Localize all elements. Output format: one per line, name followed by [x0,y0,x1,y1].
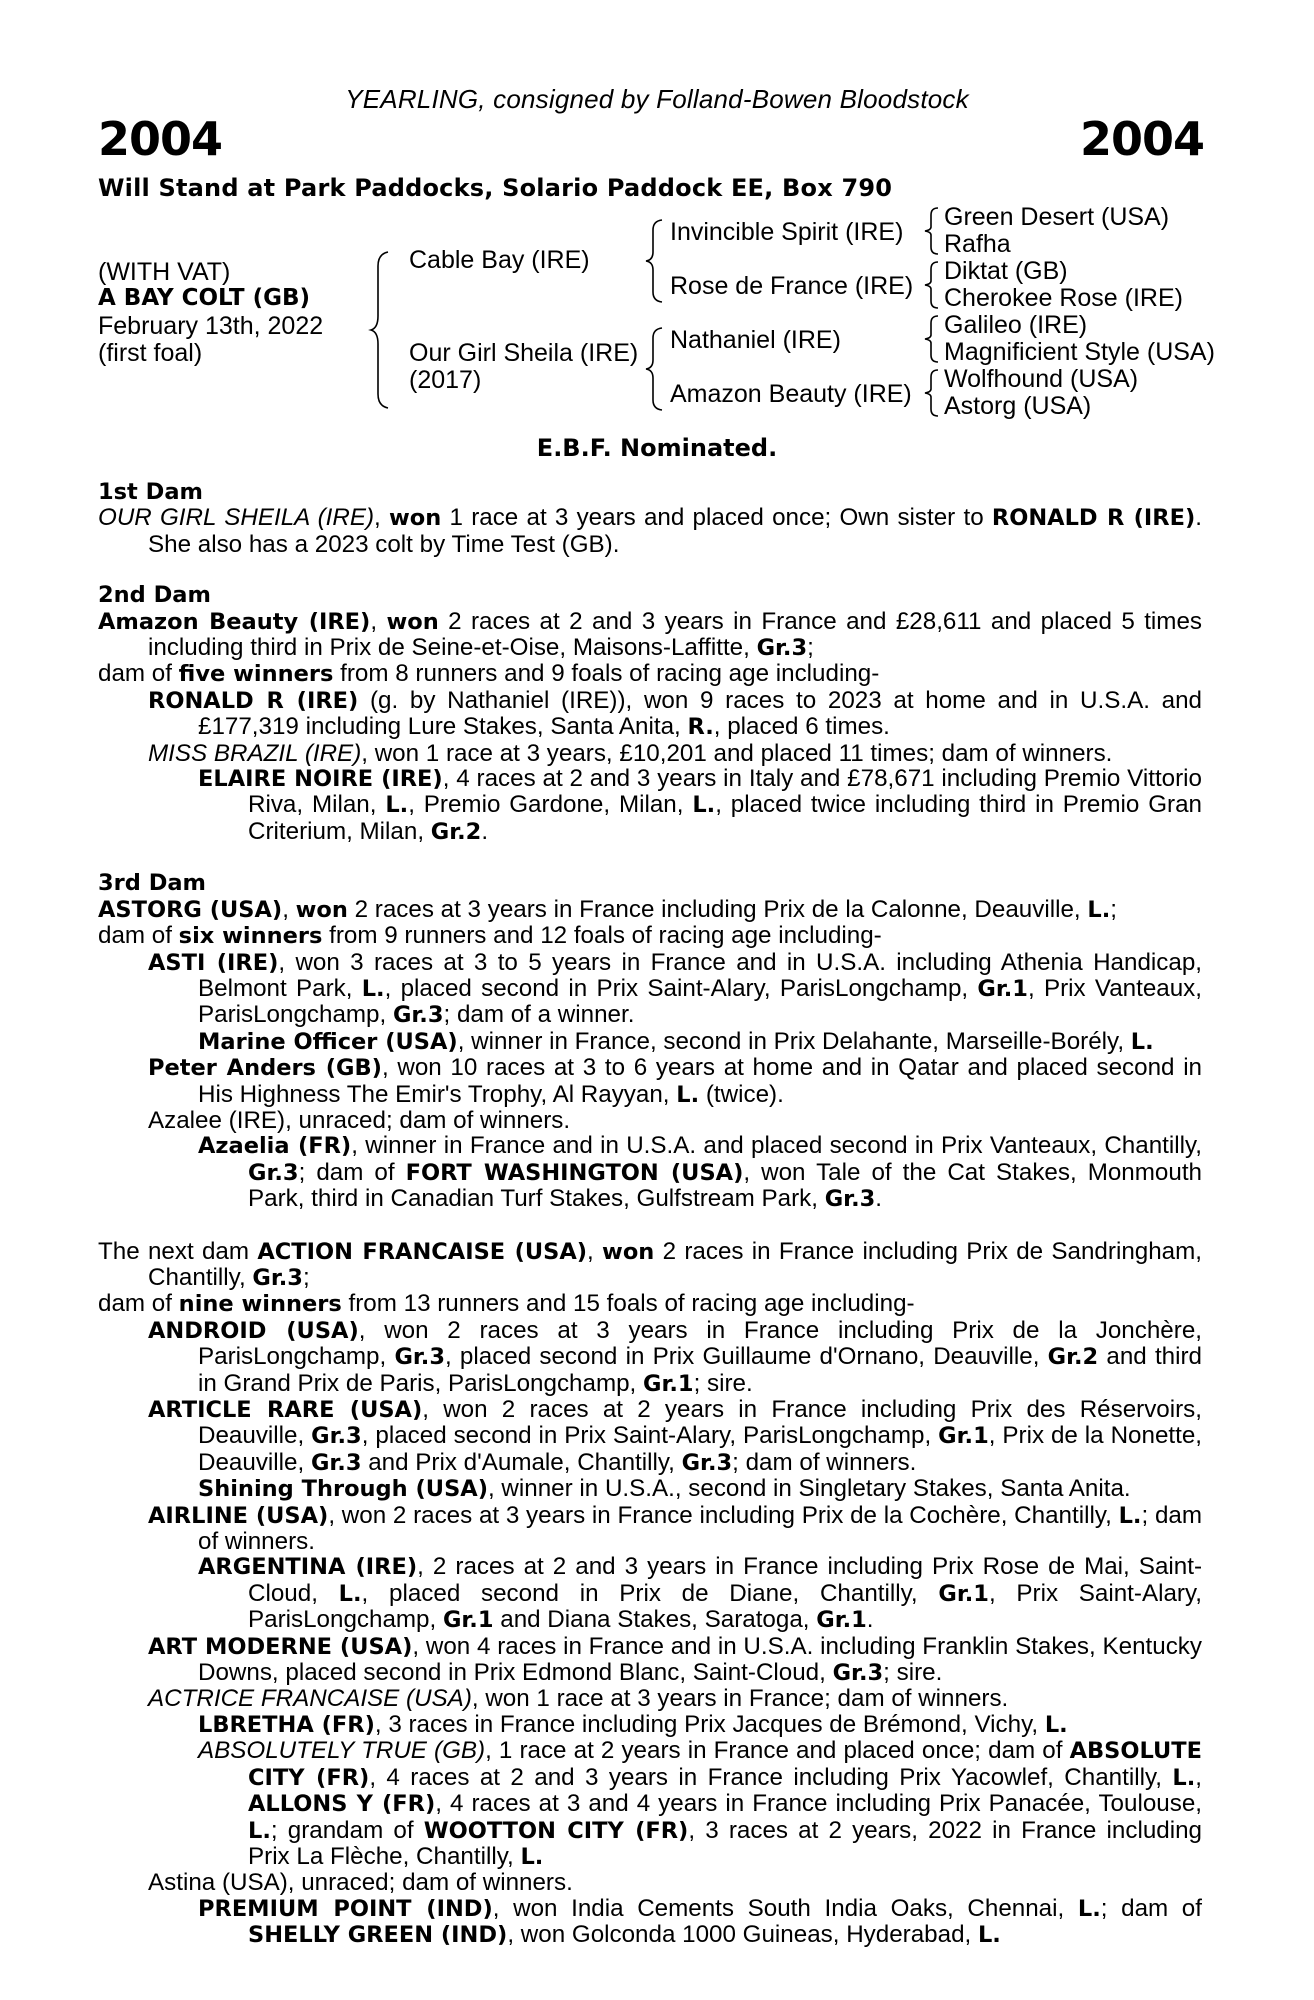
pedigree-paragraph [148,1503,1202,1555]
plain-text: dam of [98,1290,179,1318]
pedigree-brace-g2 [924,260,940,310]
pedigree-paragraph [148,1634,1202,1687]
bold-text: L. [1077,1895,1101,1922]
plain-text: , placed second in Prix Saint-Alary, ParisLongchamp, [361,1422,939,1450]
italic-text: ABSOLUTELY TRUE (GB) [198,1737,486,1765]
bold-text: won [295,896,348,923]
pedigree-paragraph [98,897,1202,923]
pedigree-paragraph [198,1029,1202,1055]
bold-text: RONALD R (IRE) [148,687,359,714]
third-dam-heading: 3rd Dam [98,870,206,897]
plain-text: from 8 runners and 9 foals of racing age including- [333,660,880,688]
pedigree-paragraph [98,1291,1202,1317]
plain-text: ; dam of a winner. [443,1001,635,1029]
bold-text: R. [687,714,714,741]
plain-text: . She also has a 2023 colt by Time Test (GB). [148,504,1202,558]
bold-text: Azaelia (FR) [198,1133,352,1160]
bold-text: Gr.3 [394,1344,445,1371]
plain-text: , won 3 races at 3 to 5 years in France and in U.S.A. including Athenia Handicap, Belmont Park, [198,948,1202,1002]
plain-text: , won 1 race at 3 years, £10,201 and placed 11 times; dam of winners. [361,739,1113,767]
plain-text: and third in Grand Prix de Paris, ParisLongchamp, [198,1343,1202,1397]
bold-text: ABSOLUTE CITY (FR) [248,1738,1202,1791]
bold-text: ASTI (IRE) [148,949,279,976]
plain-text: , 3 races at 2 years, 2022 in France including Prix La Flèche, Chantilly, [248,1816,1203,1870]
plain-text: , [282,895,296,923]
bold-text: won [602,1238,655,1265]
bold-text: Gr.3 [310,1449,362,1476]
plain-text: . [481,817,489,845]
pedigree-paragraph [198,766,1202,845]
plain-text: , [374,504,390,532]
pedigree-paragraph [198,1476,1202,1502]
plain-text: , won 2 races at 3 years in France including Prix de la Jonchère, ParisLongchamp, [198,1316,1202,1371]
bold-text: L. [1044,1711,1068,1738]
sire-name: Cable Bay (IRE) [409,246,590,274]
bold-text: five winners [178,661,334,688]
bold-text: L. [248,1817,271,1844]
italic-text: OUR GIRL SHEILA (IRE) [98,504,375,532]
plain-text: , 1 race at 2 years in France and placed once; dam of [485,1737,1070,1765]
pedigree-brace-dam [644,326,666,412]
bold-text: Gr.1 [977,975,1028,1002]
bold-text: won [386,608,439,635]
plain-text: and Diana Stakes, Saratoga, [493,1606,817,1634]
plain-text: , winner in France, second in Prix Delahante, Marseille-Borély, [457,1027,1131,1055]
plain-text: , Premio Gardone, Milan, [408,791,693,819]
bold-text: Gr.3 [824,1186,876,1213]
bold-text: won [389,505,442,532]
bold-text: Gr.3 [832,1660,884,1687]
plain-text: , 4 races at 3 and 4 years in France including Prix Panacée, Toulouse, [435,1790,1202,1818]
ancestor-astorg: Astorg (USA) [944,392,1092,420]
dam-sire-name: Nathaniel (IRE) [670,326,841,354]
ancestor-magnificient-style: Magnificient Style (USA) [944,338,1215,366]
bold-text: Gr.1 [643,1370,694,1397]
pedigree-brace-g1 [924,206,940,256]
bold-text: PREMIUM POINT (IND) [198,1895,493,1922]
dam-dam-name: Amazon Beauty (IRE) [670,380,912,408]
plain-text: , won Tale of the Cat Stakes, Monmouth Park, third in Canadian Turf Stakes, Gulfstream Park, [248,1158,1202,1213]
bold-text: L. [520,1843,544,1870]
plain-text: 2 races at 3 years in France including Prix de la Calonne, Deauville, [347,895,1088,923]
bold-text: Gr.1 [938,1423,989,1450]
plain-text: 2 races in France including Prix de Sandringham, Chantilly, [148,1237,1202,1291]
plain-text: , 4 races at 2 and 3 years in Italy and £78,671 including Premio Vittorio Riva, Milan, [248,765,1202,819]
plain-text: , won 2 races at 2 years in France including Prix des Réservoirs, Deauville, [198,1396,1202,1450]
plain-text: , Prix Saint-Alary, ParisLongchamp, [248,1579,1202,1634]
first-dam-paragraphs [98,505,1202,557]
plain-text: ; dam of [1100,1894,1202,1922]
bold-text: L. [1130,1028,1154,1055]
plain-text: , won India Cements South India Oaks, Chennai, [492,1894,1078,1922]
plain-text: ; sire. [693,1369,753,1397]
pedigree-paragraph [198,1738,1202,1870]
pedigree-paragraph [98,923,1202,949]
bold-text: Gr.3 [311,1423,362,1450]
second-dam-paragraphs [98,609,1202,846]
bold-text: L. [338,1580,362,1607]
pedigree-paragraph [148,1870,1202,1895]
plain-text: , Prix de la Nonette, Deauville, [198,1422,1203,1476]
plain-text: Astina (USA), unraced; dam of winners. [148,1869,573,1897]
plain-text: from 13 runners and 15 foals of racing age including- [341,1290,915,1318]
plain-text: , 3 races in France including Prix Jacques de Brémond, Vichy, [374,1710,1045,1738]
pedigree-paragraph [148,741,1202,766]
stabling-location: Will Stand at Park Paddocks, Solario Paddock EE, Box 790 [98,174,893,202]
plain-text: (g. by Nathaniel (IRE)), won 9 races to 2023 at home and in U.S.A. and £177,319 including Lure Stakes, Santa Anita, [198,686,1202,741]
bold-text: ACTION FRANCAISE (USA) [257,1238,588,1265]
bold-text: ANDROID (USA) [148,1317,359,1344]
bold-text: ARTICLE RARE (USA) [148,1397,423,1423]
bold-text: L. [1172,1764,1196,1791]
plain-text: 1 race at 3 years and placed once; Own sister to [441,504,992,532]
ancestor-wolfhound: Wolfhound (USA) [944,365,1139,393]
third-dam-paragraphs [98,897,1202,1213]
plain-text: , [1195,1763,1202,1791]
dam-name: Our Girl Sheila (IRE) [409,339,639,367]
ancestor-galileo: Galileo (IRE) [944,311,1088,339]
plain-text: ; dam of [298,1158,406,1186]
bold-text: Gr.1 [938,1580,989,1607]
pedigree-paragraph [148,1397,1202,1476]
foal-note: (first foal) [98,339,203,367]
ancestor-cherokee-rose: Cherokee Rose (IRE) [944,284,1183,312]
bold-text: ALLONS Y (FR) [248,1791,436,1818]
first-dam-heading: 1st Dam [98,479,203,505]
plain-text: , 4 races at 2 and 3 years in France including Prix Yacowlef, Chantilly, [369,1763,1173,1791]
pedigree-brace-main [370,250,392,410]
plain-text: ; [302,1263,310,1291]
pedigree-paragraph [98,505,1202,557]
ancestor-rafha: Rafha [944,230,1011,258]
next-dam-paragraphs [98,1239,1202,1949]
plain-text: , won Golconda 1000 Guineas, Hyderabad, [507,1921,978,1949]
plain-text: dam of [98,660,179,688]
bold-text: Marine Officer (USA) [198,1028,458,1055]
lot-subject-name: A BAY COLT (GB) [98,285,311,311]
first-dam-section [98,480,1202,557]
plain-text: ; dam of winners. [198,1501,1202,1556]
pedigree-paragraph [198,1896,1202,1949]
consignment-line: YEARLING, consigned by Folland-Bowen Bloodstock [345,84,969,114]
plain-text: , won 1 race at 3 years in France; dam of winners. [471,1685,1009,1713]
plain-text: 2 races at 2 and 3 years in France and £28,611 and placed 5 times including third in Prix de Seine-et-Oise, Maisons-Laffitte, [148,607,1202,662]
sire-sire-name: Invincible Spirit (IRE) [670,218,904,246]
pedigree-paragraph [148,688,1202,741]
catalogue-body [98,480,1202,1949]
bold-text: L. [1118,1502,1142,1529]
bold-text: L. [1087,896,1111,923]
bold-text: L. [361,975,385,1002]
plain-text: ; sire. [883,1659,943,1687]
italic-text: ACTRICE FRANCAISE (USA) [148,1685,472,1713]
bold-text: Gr.2 [1047,1344,1099,1371]
italic-text: MISS BRAZIL (IRE) [148,739,362,767]
pedigree-paragraph [148,950,1202,1029]
plain-text: , Prix Vanteaux, ParisLongchamp, [198,974,1202,1029]
pedigree-brace-g4 [924,368,940,418]
bold-text: L. [385,792,409,819]
pedigree-paragraph [198,1554,1202,1633]
sire-dam-name: Rose de France (IRE) [670,272,914,300]
pedigree-paragraph [198,1712,1202,1738]
third-dam-section [98,871,1202,1212]
plain-text: , won 10 races at 3 to 6 years at home and in Qatar and placed second in His Highness The Emir's Trophy, Al Rayyan, [198,1054,1203,1108]
bold-text: ELAIRE NOIRE (IRE) [198,766,443,793]
plain-text: Azalee (IRE), unraced; dam of winners. [148,1106,571,1134]
pedigree-paragraph [148,1686,1202,1711]
bold-text: L. [977,1922,1001,1949]
pedigree-brace-sire [644,218,666,304]
plain-text: , placed twice including third in Premio Gran Criterium, Milan, [248,791,1202,845]
bold-text: Gr.3 [248,1159,299,1186]
ancestor-green-desert: Green Desert (USA) [944,203,1170,231]
plain-text: (twice). [699,1080,784,1108]
bold-text: Peter Anders (GB) [148,1055,382,1082]
plain-text: . [866,1606,874,1634]
foaling-date: February 13th, 2022 [98,312,324,340]
plain-text: dam of [98,922,179,950]
plain-text: , won 4 races in France and in U.S.A. including Franklin Stakes, Kentucky Downs, placed second in Prix Edmond Blanc, Saint-Cloud, [198,1632,1202,1687]
bold-text: ART MODERNE (USA) [148,1633,413,1660]
pedigree-paragraph [98,1239,1202,1292]
pedigree-paragraph [148,1318,1202,1397]
plain-text: , placed 6 times. [713,713,890,741]
plain-text: ; dam of winners. [732,1448,917,1476]
bold-text: LBRETHA (FR) [198,1711,375,1738]
bold-text: nine winners [178,1291,342,1318]
plain-text: ; grandam of [270,1816,424,1844]
bold-text: SHELLY GREEN (IND) [248,1922,508,1949]
second-dam-section [98,583,1202,845]
plain-text: , winner in France and in U.S.A. and placed second in Prix Vanteaux, Chantilly, [351,1132,1203,1160]
pedigree-paragraph [98,609,1202,662]
bold-text: Gr.3 [681,1449,733,1476]
bold-text: RONALD R (IRE) [991,505,1196,532]
bold-text: Gr.1 [442,1607,494,1634]
next-dam-section [98,1239,1202,1949]
plain-text: , winner in U.S.A., second in Singletary Stakes, Santa Anita. [487,1475,1131,1503]
pedigree-paragraph [98,661,1202,687]
pedigree-paragraph [148,1108,1202,1133]
plain-text: , placed second in Prix de Diane, Chantilly, [361,1579,939,1607]
bold-text: Gr.3 [756,635,808,662]
bold-text: Gr.3 [392,1002,444,1029]
dam-foaling-year: (2017) [409,366,482,394]
plain-text: ; [807,634,814,662]
bold-text: L. [676,1081,700,1108]
bold-text: L. [692,792,716,819]
plain-text: , [370,607,387,635]
plain-text: ; [1110,895,1117,923]
lot-number-left: 2004 [98,112,223,166]
plain-text: . [875,1185,883,1213]
bold-text: Shining Through (USA) [198,1476,488,1503]
bold-text: AIRLINE (USA) [148,1502,329,1529]
plain-text: , 2 races at 2 and 3 years in France including Prix Rose de Mai, Saint-Cloud, [248,1553,1202,1607]
bold-text: WOOTTON CITY (FR) [423,1817,689,1844]
plain-text: , won 2 races at 3 years in France including Prix de la Cochère, Chantilly, [328,1501,1119,1529]
pedigree-paragraph [198,1133,1202,1212]
ebf-nomination: E.B.F. Nominated. [536,434,778,462]
bold-text: Gr.3 [252,1264,303,1291]
bold-text: Gr.2 [430,818,482,845]
lot-number-right: 2004 [1079,112,1204,166]
plain-text: and Prix d'Aumale, Chantilly, [361,1448,682,1476]
vat-note: (WITH VAT) [98,258,231,286]
pedigree-brace-g3 [924,314,940,364]
bold-text: six winners [178,923,323,950]
plain-text: from 9 runners and 12 foals of racing age including- [322,922,882,950]
bold-text: Amazon Beauty (IRE) [98,608,371,635]
bold-text: Gr.1 [816,1607,867,1634]
second-dam-heading: 2nd Dam [98,582,211,609]
bold-text: ARGENTINA (IRE) [198,1554,418,1581]
pedigree-paragraph [148,1055,1202,1108]
plain-text: , [587,1237,603,1265]
plain-text: , placed second in Prix Guillaume d'Ornano, Deauville, [445,1343,1048,1371]
plain-text: The next dam [98,1237,258,1265]
bold-text: FORT WASHINGTON (USA) [405,1159,744,1186]
plain-text: , placed second in Prix Saint-Alary, ParisLongchamp, [384,974,978,1002]
bold-text: ASTORG (USA) [98,896,283,923]
ancestor-diktat: Diktat (GB) [944,257,1068,285]
